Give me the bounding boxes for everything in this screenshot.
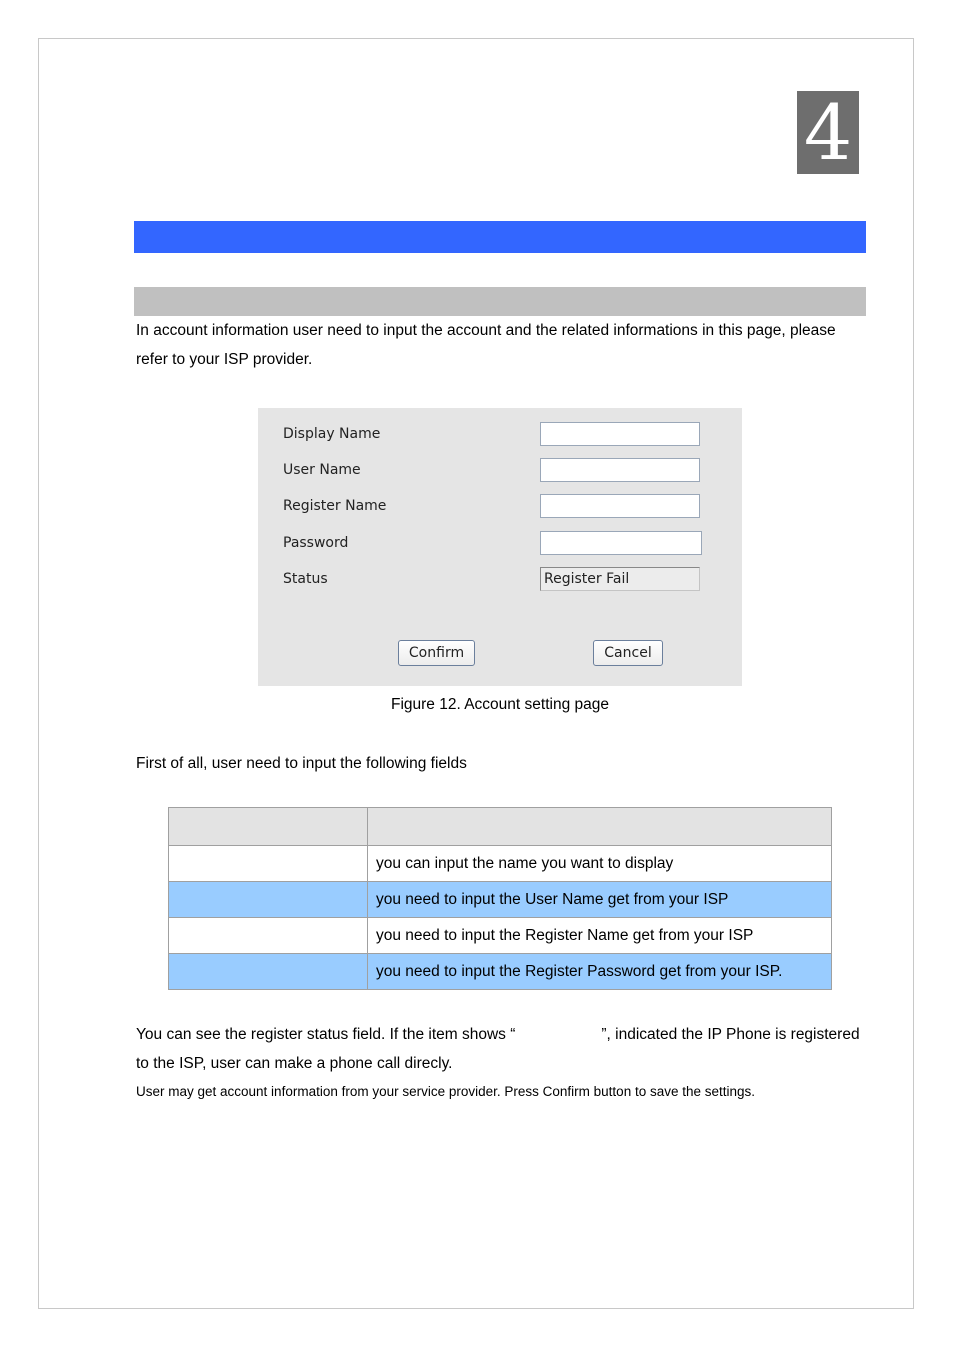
chapter-title-bar <box>134 221 866 253</box>
table-cell-description: you can input the name you want to display <box>368 846 832 882</box>
table-header-cell <box>368 808 832 846</box>
table-cell-description: you need to input the Register Password get from your ISP. <box>368 954 832 990</box>
section-title-bar <box>134 287 866 316</box>
intro-paragraph: In account information user need to input the account and the related informations in this page, please refer to your ISP provider. <box>136 322 836 368</box>
table-header-cell <box>169 808 368 846</box>
table-header-row <box>169 808 832 846</box>
register-name-label: Register Name <box>283 498 387 514</box>
confirm-button[interactable]: Confirm <box>398 640 475 666</box>
fields-table <box>168 807 832 990</box>
table-row <box>169 954 832 990</box>
cancel-button[interactable]: Cancel <box>593 640 663 666</box>
figure-caption: Figure 12. Account setting page <box>390 696 609 713</box>
table-cell-field <box>169 954 368 990</box>
display-name-input[interactable] <box>540 422 700 446</box>
user-name-input[interactable] <box>540 458 700 482</box>
account-setting-screenshot <box>258 408 742 686</box>
table-row <box>169 846 832 882</box>
password-label: Password <box>283 535 349 551</box>
register-name-input[interactable] <box>540 494 700 518</box>
table-cell-field <box>169 918 368 954</box>
status-field: Register Fail <box>540 567 700 591</box>
note-paragraph: User may get account information from your service provider. Press Confirm button to save the settings. <box>136 1084 756 1099</box>
table-cell-field <box>169 846 368 882</box>
status-label: Status <box>283 571 328 587</box>
table-cell-field <box>169 882 368 918</box>
table-cell-description: you need to input the User Name get from your ISP <box>368 882 832 918</box>
table-row <box>169 918 832 954</box>
display-name-label: Display Name <box>283 426 381 442</box>
table-row <box>169 882 832 918</box>
status-paragraph <box>136 1020 866 1078</box>
fields-intro-paragraph: First of all, user need to input the following fields <box>136 755 467 772</box>
chapter-number-badge: 4 <box>797 91 859 174</box>
user-name-label: User Name <box>283 462 361 478</box>
status-text-after: ”, indicated the IP Phone is registered to the ISP, user can make a phone call direcly. <box>136 1026 860 1072</box>
table-cell-description: you need to input the Register Name get from your ISP <box>368 918 832 954</box>
password-input[interactable] <box>540 531 702 555</box>
status-text-before: You can see the register status field. If the item shows “ <box>136 1026 516 1043</box>
